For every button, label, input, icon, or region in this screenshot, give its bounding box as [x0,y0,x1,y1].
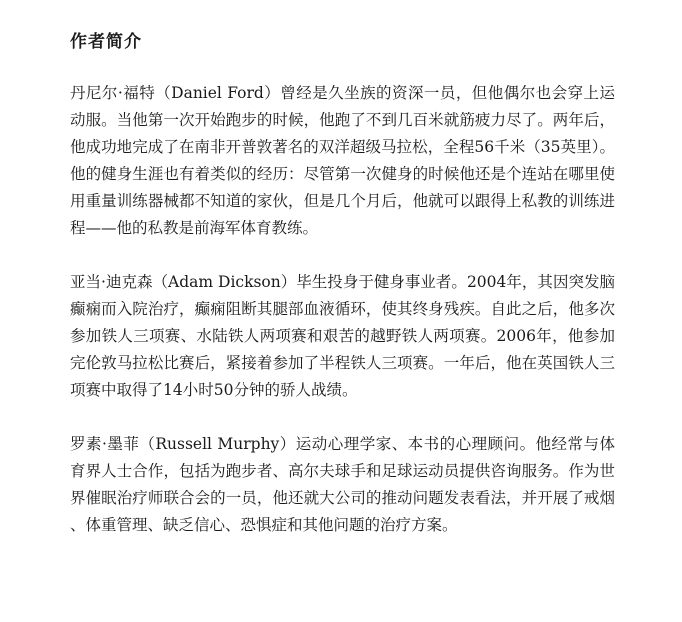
author-bio-page [70,30,615,566]
bio-paragraph-adam-dickson: 亚当·迪克森（Adam Dickson）毕生投身于健身事业者。2004年，其因突发脑癫痫而入院治疗，癫痫阻断其腿部血液循环，使其终身残疾。自此之后，他多次参加铁人三项赛、水陆铁人两项赛和艰苦的越野铁人两项赛。2006年，他参加完伦敦马拉松比赛后，紧接着参加了半程铁人三项赛。一年后，他在英国铁人三项赛中取得了14小时50分钟的骄人战绩。 [70,273,615,399]
bio-paragraph-daniel-ford: 丹尼尔·福特（Daniel Ford）曾经是久坐族的资深一员，但他偶尔也会穿上运动服。当他第一次开始跑步的时候，他跑了不到几百米就筋疲力尽了。两年后，他成功地完成了在南非开普敦著名的双洋超级马拉松，全程56千米（35英里）。他的健身生涯也有着类似的经历：尽管第一次健身的时候他还是个连站在哪里使用重量训练器械都不知道的家伙，但是几个月后，他就可以跟得上私教的训练进程——他的私教是前海军体育教练。 [70,84,615,237]
bio-paragraph-russell-murphy: 罗素·墨菲（Russell Murphy）运动心理学家、本书的心理顾问。他经常与体育界人士合作，包括为跑步者、高尔夫球手和足球运动员提供咨询服务。作为世界催眠治疗师联合会的一员，他还就大公司的推动问题发表看法，并开展了戒烟、体重管理、缺乏信心、恐惧症和其他问题的治疗方案。 [70,435,615,534]
page-title: 作者简介 [70,32,142,52]
